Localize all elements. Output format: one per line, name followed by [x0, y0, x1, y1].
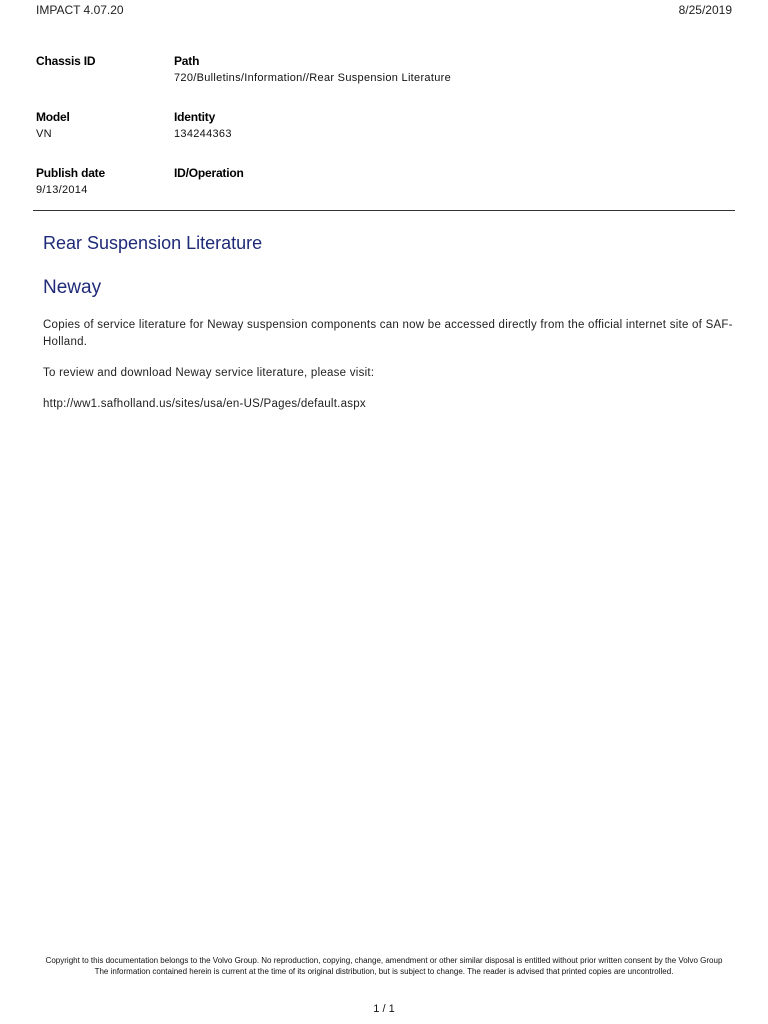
- publish-date-label: Publish date: [36, 166, 105, 180]
- publish-date-field: [36, 166, 105, 197]
- page-indicator: 1 / 1: [373, 1003, 395, 1015]
- safholland-link[interactable]: http://ww1.safholland.us/sites/usa/en-US/Pages/default.aspx: [43, 398, 366, 410]
- meta-row-model-identity: [36, 110, 636, 166]
- meta-row-chassis-path: [36, 54, 636, 110]
- app-version: IMPACT 4.07.20: [36, 3, 124, 17]
- header-divider: [33, 210, 735, 211]
- page-header: [36, 3, 732, 19]
- publish-date-value: 9/13/2014: [36, 184, 88, 196]
- document-metadata: [36, 54, 636, 222]
- paragraph-review-instructions: To review and download Neway service literature, please visit:: [43, 367, 375, 379]
- section-title-neway: Neway: [43, 277, 102, 298]
- identity-value: 134244363: [174, 128, 232, 140]
- meta-row-publish-operation: [36, 166, 636, 222]
- id-operation-field: [174, 166, 244, 183]
- document-title: Rear Suspension Literature: [43, 233, 263, 253]
- path-value: 720/Bulletins/Information//Rear Suspension Literature: [174, 72, 451, 84]
- path-field: [174, 54, 451, 85]
- model-value: VN: [36, 128, 52, 140]
- path-label: Path: [174, 54, 200, 68]
- chassis-id-field: [36, 54, 95, 71]
- model-label: Model: [36, 110, 70, 124]
- identity-label: Identity: [174, 110, 216, 124]
- print-date: 8/25/2019: [678, 3, 732, 17]
- copyright-line-2: The information contained herein is current at the time of its original distribution, but is subject to change. The reader is advised that printed copies are uncontrolled.: [94, 967, 674, 976]
- copyright-line-1: Copyright to this documentation belongs to the Volvo Group. No reproduction, copying, change, amendment or other similar disposal is entitled without prior written consent by the Volvo Group: [45, 956, 723, 965]
- paragraph-literature-access: Copies of service literature for Neway suspension components can now be accessed directly from the official internet site of SAF-Holland.: [43, 319, 733, 348]
- chassis-id-label: Chassis ID: [36, 54, 96, 68]
- identity-field: [174, 110, 232, 141]
- model-field: [36, 110, 70, 141]
- id-operation-label: ID/Operation: [174, 166, 244, 180]
- copyright-notice: [30, 955, 738, 977]
